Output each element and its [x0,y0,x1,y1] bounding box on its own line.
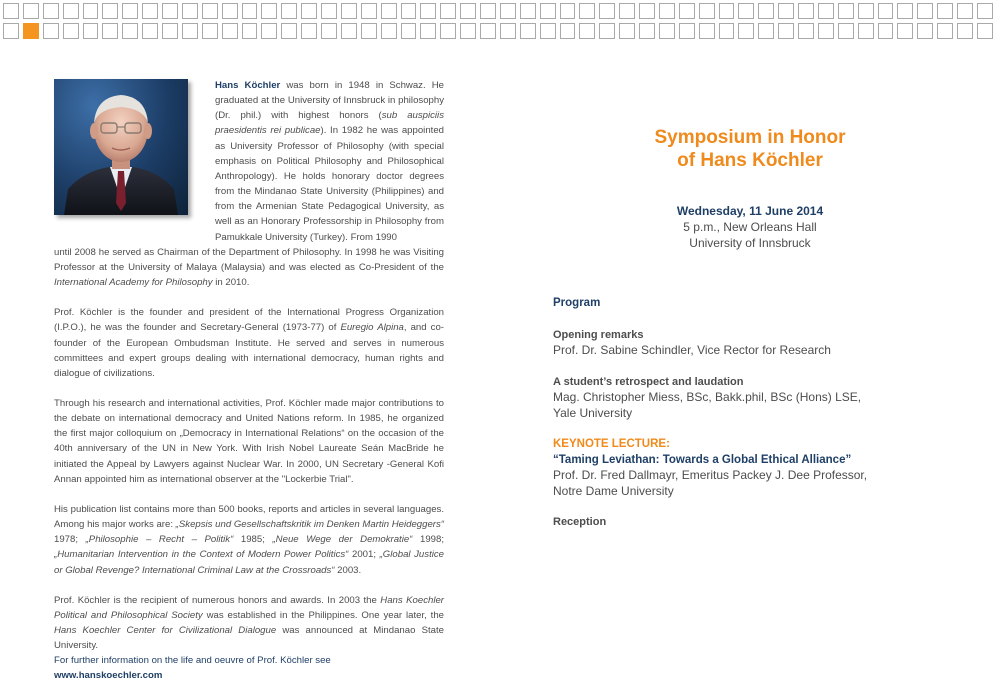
grid-cell [420,3,436,19]
event-university: University of Innsbruck [689,236,811,250]
grid-cell [520,23,536,39]
retrospect-speaker: Mag. Christopher Miess, BSc, Bakk.phil, BSc (Hons) LSE, [553,390,862,404]
bio-text: 1985; [233,534,273,546]
grid-cell [599,23,615,39]
event-title [600,126,900,172]
event-details [600,203,900,251]
grid-cell [142,3,158,19]
bio-paragraph-2 [54,305,444,381]
grid-cell [460,3,476,19]
opening-speaker: Prof. Dr. Sabine Schindler, [553,343,694,357]
bio-italic: International Academy for Philosophy [54,277,213,289]
grid-cell [838,23,854,39]
grid-cell [23,23,39,39]
grid-cell [3,23,19,39]
grid-cell [182,23,198,39]
grid-cell [102,3,118,19]
event-title-line-1: Symposium in Honor [654,127,846,148]
grid-cell [659,23,675,39]
bio-italic: „Humanitarian Intervention in the Context of Modern Power Politics“ [54,549,349,561]
grid-cell [738,3,754,19]
program-section [553,296,973,531]
retrospect-affiliation: Yale University [553,405,633,420]
bio-text: 1998; [412,534,444,546]
grid-cell [420,23,436,39]
grid-cell [182,3,198,19]
grid-cell [520,3,536,19]
grid-cell [381,3,397,19]
grid-cell [3,3,19,19]
grid-cell [301,3,317,19]
grid-cell [977,23,993,39]
grid-cell [579,23,595,39]
grid-cell [281,3,297,19]
grid-cell [162,3,178,19]
bio-name: Hans Köchler [215,80,281,91]
grid-cell [242,3,258,19]
opening-speaker-role: Vice Rector for Research [693,343,831,357]
grid-cell [222,23,238,39]
grid-cell [579,3,595,19]
grid-cell [361,23,377,39]
bio-italic: sub auspiciis praesidentis rei publicae [215,110,444,137]
grid-cell [222,3,238,19]
bio-text: ). In 1982 he was appointed as University Professor of Philosophy (with special emphasis on Political Philosophy and Philosophical Anthropology). He holds honorary doctor degrees from the Mindanao State University (Philippines) and from the Armenian State Pedagogical University, as well as an Honorary Professorship in Philosophy from Pamukkale University (Turkey). From 1990 [215,125,444,243]
grid-cell [162,23,178,39]
grid-cell [758,23,774,39]
bio-text: 2001; [348,549,380,561]
keynote-title: “Taming Leviathan: Towards a Global Ethical Alliance” [553,453,852,466]
grid-cell [798,3,814,19]
bio-text: until 2008 he served as Chairman of the Department of Philosophy. In 1998 he was Visiting Professor at the University of Malaya (Malaysia) and was elected as Co-President of the [54,246,444,273]
grid-cell [102,23,118,39]
grid-cell [142,23,158,39]
bio-text: 1978; [54,534,86,546]
grid-cell [281,23,297,39]
grid-cell [738,23,754,39]
grid-cell [242,23,258,39]
grid-cell [500,23,516,39]
grid-cell [878,23,894,39]
grid-cell [83,3,99,19]
bio-text: was born in 1948 in Schwaz. He graduated at the University of Innsbruck in philosophy (Dr. phil.) with highest honors ( [215,80,444,122]
grid-cell [619,23,635,39]
grid-cell [540,3,556,19]
bio-text: , and co-founder of the European Ombudsman Institute. He served and serves in numerous committees and expert groups dealing with international democracy, human rights and dialogue of civilizations. [54,322,444,379]
bio-italic: Hans Koechler Political and Philosophical Society [54,594,444,621]
bio-paragraph-3: Through his research and international activities, Prof. Köchler made major contributions to the debate on international democracy and United Nations reform. In 1985, he organized the first major colloquium on „Democracy in International Relations“ on the occasion of the 40th anniversary of the UN in New York. With Irish Nobel Laureate Seán MacBride he initiated the Appeal by Lawyers against Nuclear War. In 2000, UN Secretary -General Kofi Annan appointed him as international observer at the "Lockerbie Trial". [54,397,444,485]
grid-cell [659,3,675,19]
grid-cell [818,3,834,19]
bio-italic: „Neue Wege der Demokratie“ [272,534,413,546]
event-title-line-2: of Hans Köchler [677,150,823,171]
bio-paragraph-5 [54,593,444,654]
grid-cell [798,23,814,39]
bio-italic: „Global Justice or Global Revenge? International Criminal Law at the Crossroads“ [54,549,444,576]
grid-cell [937,3,953,19]
opening-remarks-speaker-line [553,343,973,359]
event-time-place: 5 p.m., New Orleans Hall [683,220,817,234]
bio-text: His publication list contains more than 500 books, reports and articles in several languages. Among his major works are: [54,503,444,531]
bio-paragraph-1-continued [54,245,444,290]
grid-cell [917,3,933,19]
keynote-label: KEYNOTE LECTURE: [553,438,670,450]
grid-cell [480,3,496,19]
event-date: Wednesday, 11 June 2014 [676,204,824,218]
grid-row-top [3,3,997,19]
grid-cell [560,3,576,19]
grid-cell [122,23,138,39]
grid-cell [63,3,79,19]
grid-cell [381,23,397,39]
program-heading: Program [553,297,601,309]
grid-row-bottom [3,23,997,39]
keynote-speaker: Prof. Dr. Fred Dallmayr, Emeritus Packey J. Dee Professor, [553,468,868,482]
grid-cell [63,23,79,39]
reception-label: Reception [553,516,607,528]
grid-cell [460,23,476,39]
grid-cell [500,3,516,19]
grid-cell [778,3,794,19]
grid-cell [560,23,576,39]
bio-text: was established in the Philippines. One year later, the [202,609,444,621]
grid-cell [778,23,794,39]
grid-cell [818,23,834,39]
website-link[interactable]: www.hanskoechler.com [54,670,163,682]
grid-cell [858,3,874,19]
bio-text: in 2010. [212,277,250,289]
grid-cell [401,3,417,19]
grid-cell [23,3,39,19]
grid-cell [858,23,874,39]
grid-cell [202,3,218,19]
grid-cell [679,3,695,19]
grid-cell [361,3,377,19]
bio-italic: „Philosophie – Recht – Politik“ [85,534,234,546]
grid-cell [341,23,357,39]
grid-cell [261,23,277,39]
bio-italic: Euregio Alpina [340,322,404,334]
grid-cell [202,23,218,39]
bio-italic: „Skepsis und Gesellschaftskritik im Denken Martin Heideggers“ [175,519,444,531]
grid-cell [321,23,337,39]
decorative-grid-border [3,3,997,43]
grid-cell [878,3,894,19]
grid-cell [440,23,456,39]
grid-cell [43,23,59,39]
retrospect-label: A student’s retrospect and laudation [553,375,744,388]
grid-cell [977,3,993,19]
grid-cell [957,23,973,39]
grid-cell [897,3,913,19]
grid-cell [321,3,337,19]
grid-cell [619,3,635,19]
grid-cell [599,3,615,19]
bio-italic: Hans Koechler Center for Civilizational Dialogue [54,625,277,636]
grid-cell [341,3,357,19]
bio-text: Prof. Köchler is the founder and president of the International Progress Organization (I.P.O.), he was the founder and Secretary-General (1973-77) of [54,307,444,334]
grid-cell [897,23,913,39]
grid-cell [639,23,655,39]
grid-cell [719,3,735,19]
grid-cell [301,23,317,39]
grid-cell [122,3,138,19]
further-info-text: For further information on the life and oeuvre of Prof. Köchler see [54,655,331,667]
grid-cell [440,3,456,19]
grid-cell [639,3,655,19]
grid-cell [699,3,715,19]
bio-text: Prof. Köchler is the recipient of numerous honors and awards. In 2003 the [54,594,381,606]
grid-cell [261,3,277,19]
grid-cell [540,23,556,39]
grid-cell [917,23,933,39]
grid-cell [43,3,59,19]
grid-cell [838,3,854,19]
grid-cell [719,23,735,39]
grid-cell [937,23,953,39]
grid-cell [401,23,417,39]
grid-cell [679,23,695,39]
opening-remarks-label: Opening remarks [553,328,644,341]
grid-cell [83,23,99,39]
grid-cell [480,23,496,39]
bio-paragraph-4 [54,502,444,578]
bio-text: 2003. [334,564,362,576]
biography-column [54,78,444,684]
grid-cell [758,3,774,19]
bio-paragraph-1 [215,78,444,245]
grid-cell [957,3,973,19]
grid-cell [699,23,715,39]
bio-text: was announced at Mindanao State University. [54,625,444,652]
keynote-affiliation: Notre Dame University [553,483,674,498]
